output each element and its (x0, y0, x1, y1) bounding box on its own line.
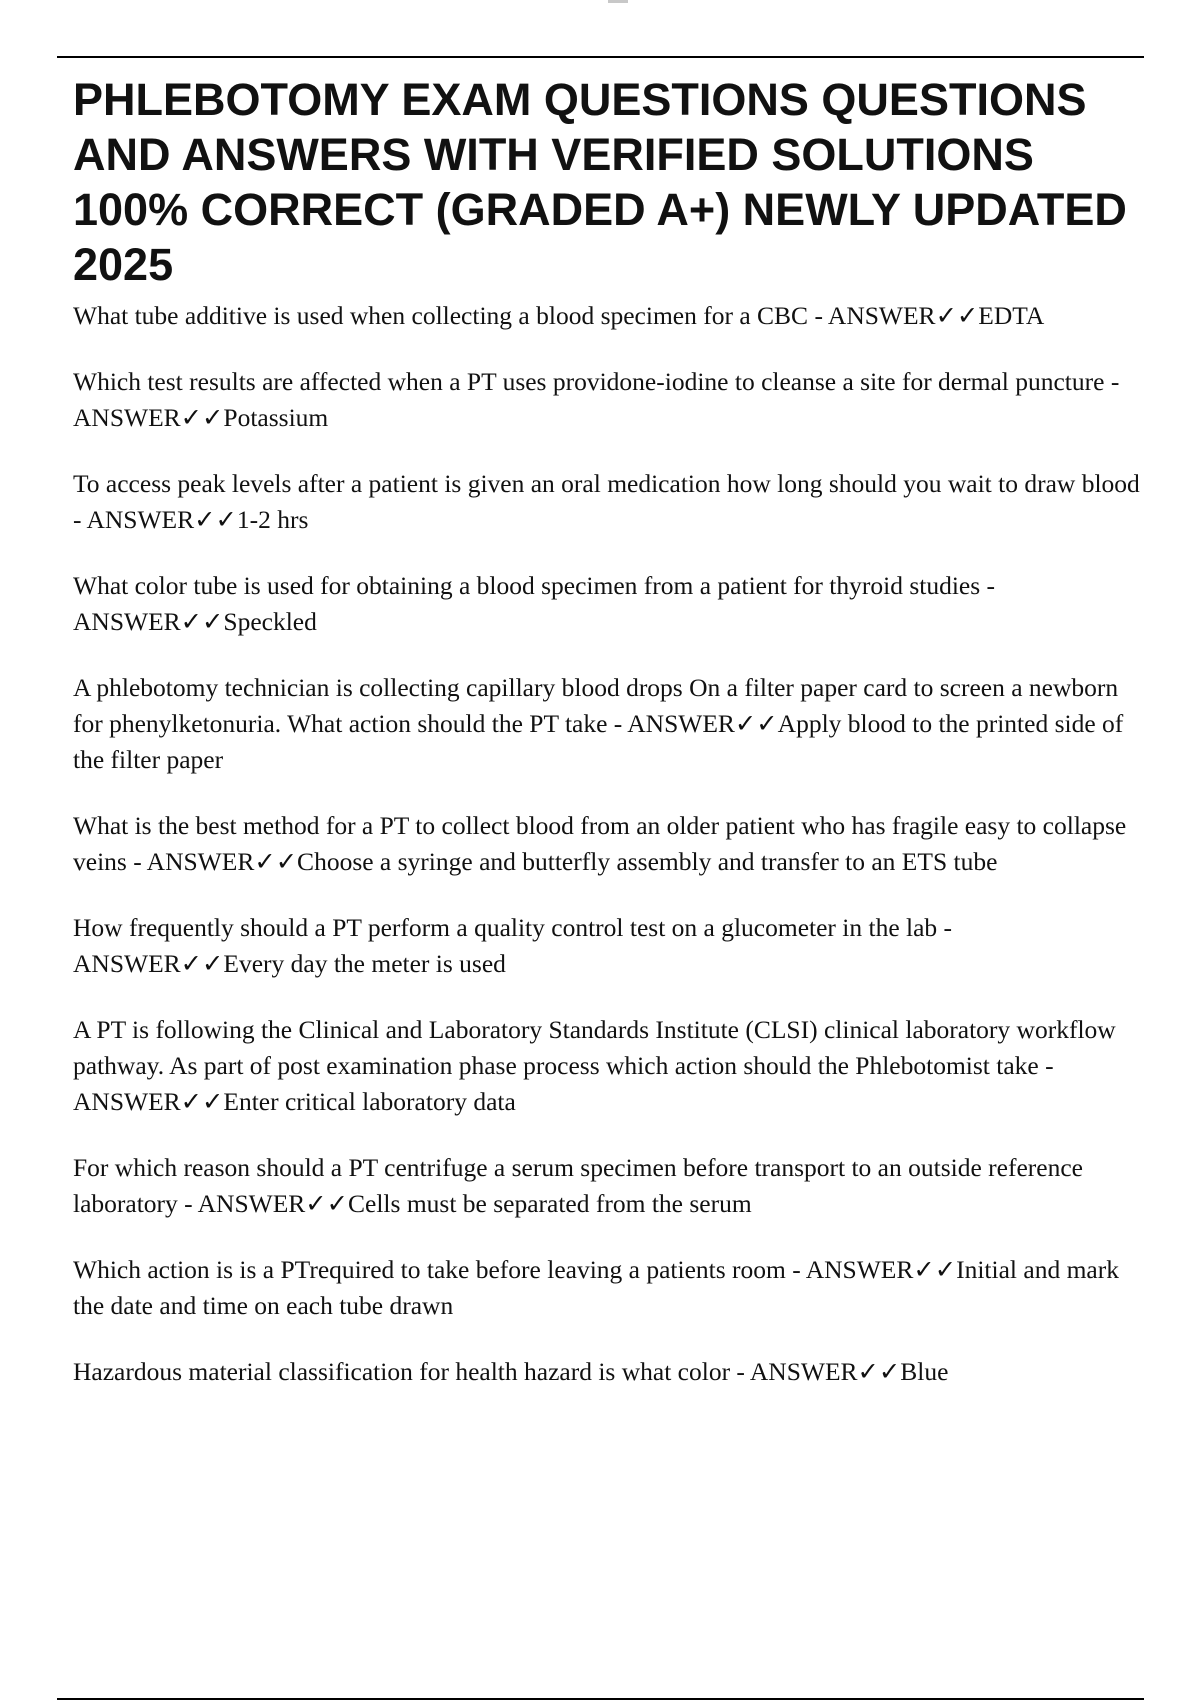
qa-item: What color tube is used for obtaining a blood specimen from a patient for thyroid studies - ANSWER✓✓Speckled (73, 571, 996, 636)
page-top-mark (608, 0, 628, 3)
qa-item: What tube additive is used when collecting a blood specimen for a CBC - ANSWER✓✓EDTA (73, 301, 1045, 330)
qa-item: Which action is is a PTrequired to take before leaving a patients room - ANSWER✓✓Initial and mark the date and time on each tube drawn (73, 1255, 1119, 1320)
document-content (73, 72, 1153, 1420)
qa-item: Which test results are affected when a PT uses providone-iodine to cleanse a site for dermal puncture - ANSWER✓✓Potassium (73, 367, 1120, 432)
qa-item: A PT is following the Clinical and Laboratory Standards Institute (CLSI) clinical laboratory workflow pathway. As part of post examination phase process which action should the Phlebotomist take - ANSWER✓✓Enter critical laboratory data (73, 1015, 1116, 1116)
qa-item: A phlebotomy technician is collecting capillary blood drops On a filter paper card to screen a newborn for phenylketonuria. What action should the PT take - ANSWER✓✓Apply blood to the printed side of the filter paper (73, 673, 1124, 774)
qa-list (73, 298, 1153, 1390)
document-title: PHLEBOTOMY EXAM QUESTIONS QUESTIONS AND ANSWERS WITH VERIFIED SOLUTIONS 100% CORRECT (GRADED A+) NEWLY UPDATED 2025 (73, 74, 1127, 290)
qa-item: What is the best method for a PT to collect blood from an older patient who has fragile easy to collapse veins - ANSWER✓✓Choose a syringe and butterfly assembly and transfer to an ETS tube (73, 811, 1127, 876)
top-rule (57, 56, 1144, 58)
qa-item: Hazardous material classification for health hazard is what color - ANSWER✓✓Blue (73, 1357, 949, 1386)
qa-item: For which reason should a PT centrifuge a serum specimen before transport to an outside reference laboratory - ANSWER✓✓Cells must be separated from the serum (73, 1153, 1083, 1218)
qa-item: How frequently should a PT perform a quality control test on a glucometer in the lab - ANSWER✓✓Every day the meter is used (73, 913, 953, 978)
qa-item: To access peak levels after a patient is given an oral medication how long should you wait to draw blood - ANSWER✓✓1-2 hrs (73, 469, 1140, 534)
